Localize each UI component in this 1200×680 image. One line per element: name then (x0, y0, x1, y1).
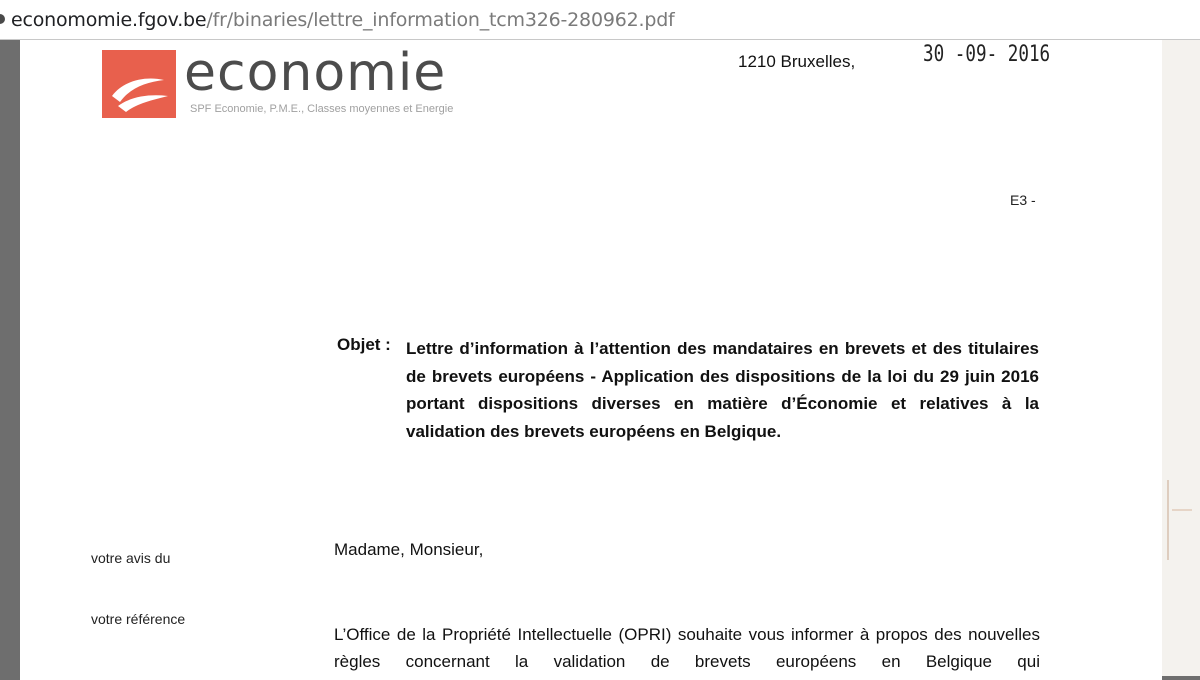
logo-wordmark: economie (184, 43, 447, 103)
url-domain: economomie.fgov.be (11, 9, 207, 31)
url-path: /fr/binaries/lettre_information_tcm326-280962.pdf (206, 9, 675, 31)
address-bar[interactable] (0, 0, 1200, 40)
reference-label: votre référence (91, 611, 186, 627)
page-icon (0, 14, 5, 24)
scan-edge-marks (1162, 40, 1200, 676)
subject-text: Lettre d’information à l’attention des mandataires en brevets et des titulaires de brevets européens - Application des dispositions de la loi du 29 juin 2016 portant dispositions diverses en matière d’Économie et relatives à la validation des brevets européens en Belgique. (406, 339, 1039, 441)
url-text[interactable] (11, 9, 675, 31)
logo-subtitle: SPF Economie, P.M.E., Classes moyennes et Energie (190, 103, 454, 115)
notice-label: votre avis du (91, 550, 171, 566)
reference-code: E3 - (1010, 192, 1036, 208)
subject-label: Objet : (337, 335, 391, 354)
economie-logo-icon (102, 50, 176, 118)
salutation: Madame, Monsieur, (334, 540, 484, 559)
body-paragraph: L’Office de la Propriété Intellectuelle (OPRI) souhaite vous informer à propos des nouvelles règles concernant la validation de brevets européens en Belgique qui (334, 625, 1040, 671)
pdf-page (20, 40, 1162, 680)
letter-city: 1210 Bruxelles, (738, 52, 856, 71)
date-stamp: 30 -09- 2016 (923, 42, 1051, 67)
